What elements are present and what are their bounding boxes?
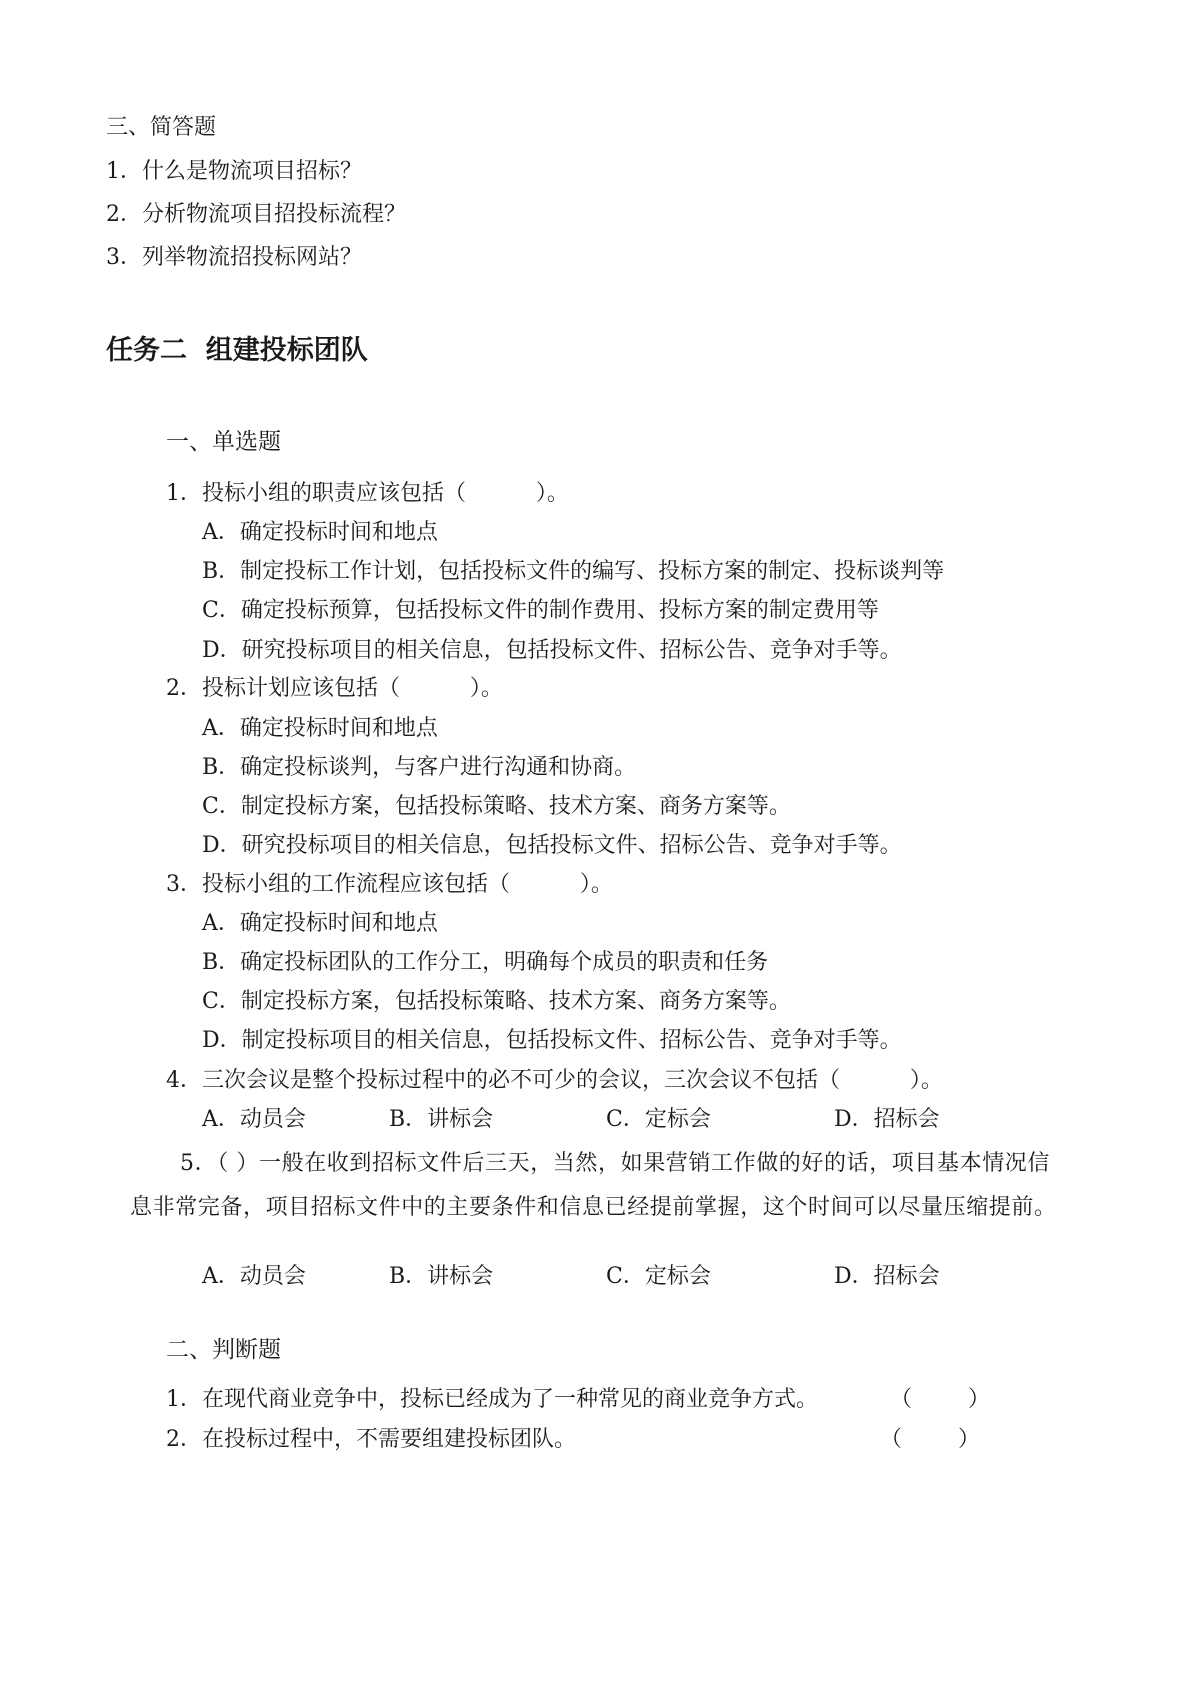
question-5-options bbox=[0, 1262, 1191, 1292]
question-4-option-c: C．定标会 bbox=[606, 1107, 711, 1132]
question-2-stem: 2．投标计划应该包括（ ）。 bbox=[166, 676, 503, 701]
true-false-item-2-blank: （ ） bbox=[880, 1427, 980, 1452]
question-2-option-a: A．确定投标时间和地点 bbox=[202, 716, 438, 741]
question-4-stem: 4．三次会议是整个投标过程中的必不可少的会议，三次会议不包括（ ）。 bbox=[166, 1068, 943, 1093]
question-1-option-b: B．制定投标工作计划，包括投标文件的编写、投标方案的制定、投标谈判等 bbox=[202, 559, 945, 584]
short-answer-item-3: 3．列举物流招投标网站？ bbox=[106, 245, 362, 270]
true-false-item bbox=[0, 1425, 1191, 1455]
true-false-item-1-text: 1．在现代商业竞争中，投标已经成为了一种常见的商业竞争方式。 bbox=[166, 1387, 818, 1412]
question-2-option-b: B．确定投标谈判，与客户进行沟通和协商。 bbox=[202, 755, 637, 780]
question-4-option-a: A．动员会 bbox=[202, 1107, 306, 1132]
question-3-option-a: A．确定投标时间和地点 bbox=[202, 911, 438, 936]
true-false-item-1-blank: （ ） bbox=[890, 1387, 990, 1412]
question-5-option-a: A．动员会 bbox=[202, 1264, 306, 1289]
section-title-short-answer: 三、简答题 bbox=[106, 115, 217, 140]
question-3-option-d: D．制定投标项目的相关信息，包括投标文件、招标公告、竞争对手等。 bbox=[202, 1028, 902, 1053]
true-false-item-2-text: 2．在投标过程中，不需要组建投标团队。 bbox=[166, 1427, 576, 1452]
task-heading: 任务二 组建投标团队 bbox=[106, 335, 368, 366]
true-false-item bbox=[0, 1385, 1191, 1415]
question-5-option-b: B．讲标会 bbox=[389, 1264, 494, 1289]
short-answer-item-1: 1．什么是物流项目招标？ bbox=[106, 159, 362, 184]
question-1-stem: 1．投标小组的职责应该包括（ ）。 bbox=[166, 481, 569, 506]
question-3-option-b: B．确定投标团队的工作分工，明确每个成员的职责和任务 bbox=[202, 950, 769, 975]
question-5-stem: 5．（ ）一般在收到招标文件后三天，当然，如果营销工作做的好的话，项目基本情况信息非常完备，项目招标文件中的主要条件和信息已经提前掌握，这个时间可以尽量压缩提前。 bbox=[130, 1151, 1057, 1220]
question-4-option-d: D．招标会 bbox=[834, 1107, 940, 1132]
question-4-options bbox=[0, 1105, 1191, 1135]
question-1-option-c: C．确定投标预算，包括投标文件的制作费用、投标方案的制定费用等 bbox=[202, 598, 879, 623]
question-2-option-c: C．制定投标方案，包括投标策略、技术方案、商务方案等。 bbox=[202, 794, 791, 819]
question-1-option-a: A．确定投标时间和地点 bbox=[202, 520, 438, 545]
section-title-single-choice: 一、单选题 bbox=[166, 429, 281, 455]
question-3-option-c: C．制定投标方案，包括投标策略、技术方案、商务方案等。 bbox=[202, 989, 791, 1014]
question-3-stem: 3．投标小组的工作流程应该包括（ ）。 bbox=[166, 872, 613, 897]
question-1-option-d: D．研究投标项目的相关信息，包括投标文件、招标公告、竞争对手等。 bbox=[202, 638, 902, 663]
section-title-true-false: 二、判断题 bbox=[166, 1337, 281, 1363]
question-4-option-b: B．讲标会 bbox=[389, 1107, 494, 1132]
question-5-option-c: C．定标会 bbox=[606, 1264, 711, 1289]
short-answer-item-2: 2．分析物流项目招投标流程？ bbox=[106, 202, 406, 227]
question-2-option-d: D．研究投标项目的相关信息，包括投标文件、招标公告、竞争对手等。 bbox=[202, 833, 902, 858]
question-5-option-d: D．招标会 bbox=[834, 1264, 940, 1289]
